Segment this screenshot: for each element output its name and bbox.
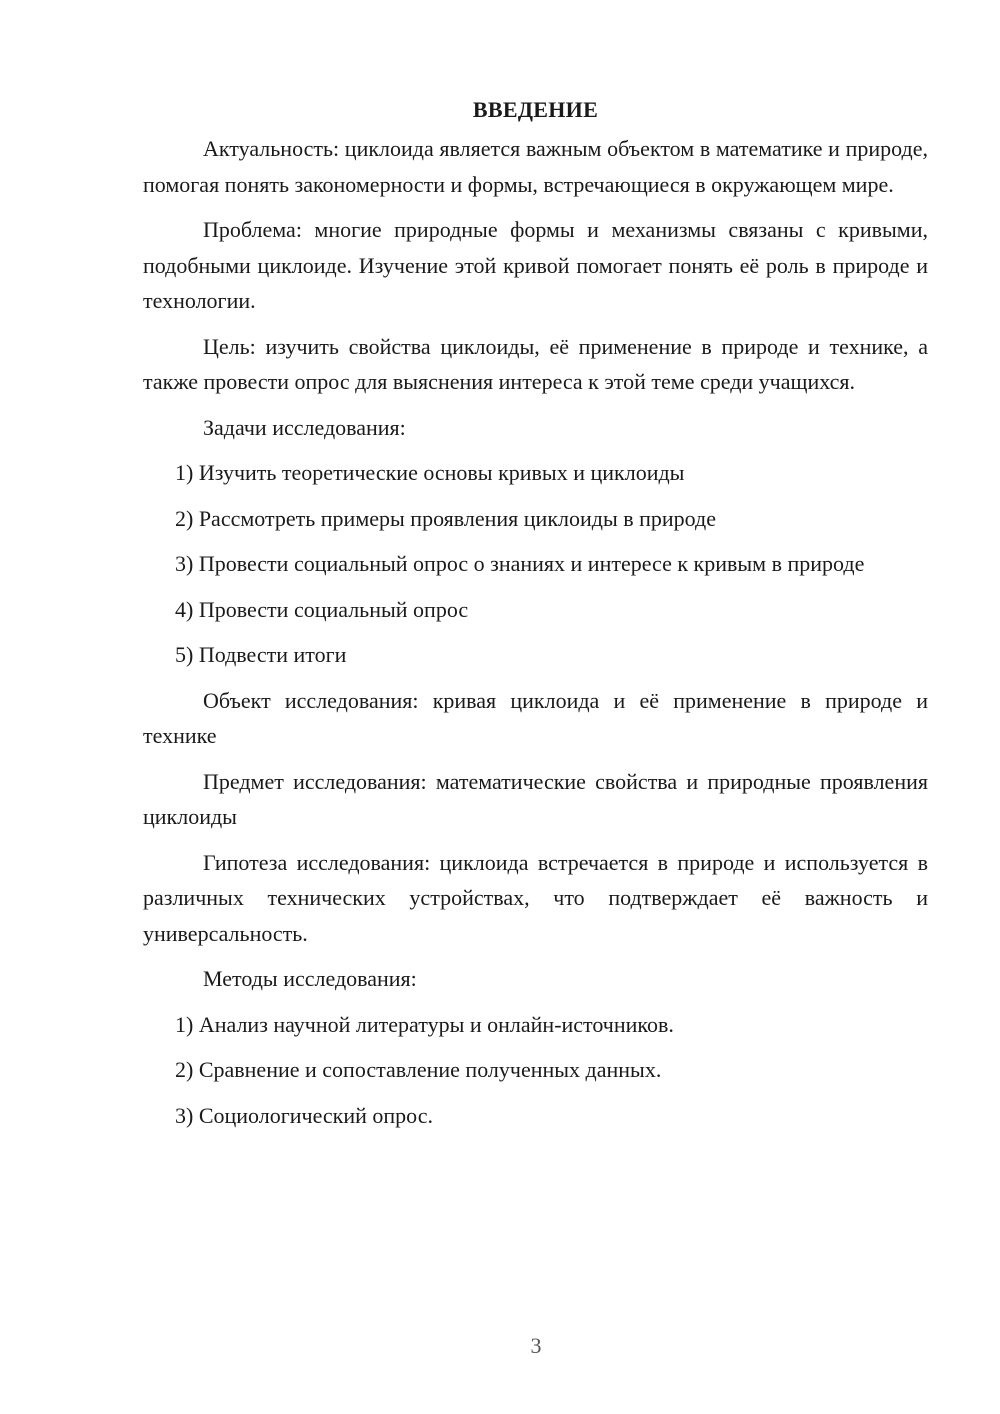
method-item: 3) Социологический опрос. xyxy=(175,1102,433,1128)
task-item: 4) Провести социальный опрос xyxy=(175,596,469,622)
section-title: ВВЕДЕНИЕ xyxy=(472,97,599,122)
method-item: 2) Сравнение и сопоставление полученных данных. xyxy=(175,1057,662,1082)
task-item: 1) Изучить теоретические основы кривых и циклоиды xyxy=(175,460,685,485)
problem-paragraph: Проблема: многие природные формы и механизмы связаны с кривыми, подобными циклоиде. Изучение этой кривой помогает понять её роль в природе и технологии. xyxy=(143,217,928,313)
methods-heading: Методы исследования: xyxy=(203,966,417,991)
task-item: 3) Провести социальный опрос о знаниях и интересе к кривым в природе xyxy=(175,551,865,576)
relevance-paragraph: Актуальность: циклоида является важным объектом в математике и природе, помогая понять закономерности и формы, встречающиеся в окружающем мире. xyxy=(143,136,928,197)
page-content xyxy=(143,95,928,1143)
task-item: 5) Подвести итоги xyxy=(175,642,347,667)
hypothesis-paragraph: Гипотеза исследования: циклоида встречается в природе и используется в различных технических устройствах, что подтверждает её важность и универсальность. xyxy=(143,849,928,946)
method-item: 1) Анализ научной литературы и онлайн-источников. xyxy=(175,1011,674,1037)
page-number: 3 xyxy=(530,1333,542,1358)
tasks-heading: Задачи исследования: xyxy=(203,414,406,440)
goal-paragraph: Цель: изучить свойства циклоиды, её применение в природе и технике, а также провести опрос для выяснения интереса к этой теме среди учащихся. xyxy=(143,333,928,394)
object-paragraph: Объект исследования: кривая циклоида и её применение в природе и технике xyxy=(143,687,928,748)
task-item: 2) Рассмотреть примеры проявления циклоиды в природе xyxy=(175,505,716,531)
subject-paragraph: Предмет исследования: математические свойства и природные проявления циклоиды xyxy=(143,768,928,829)
